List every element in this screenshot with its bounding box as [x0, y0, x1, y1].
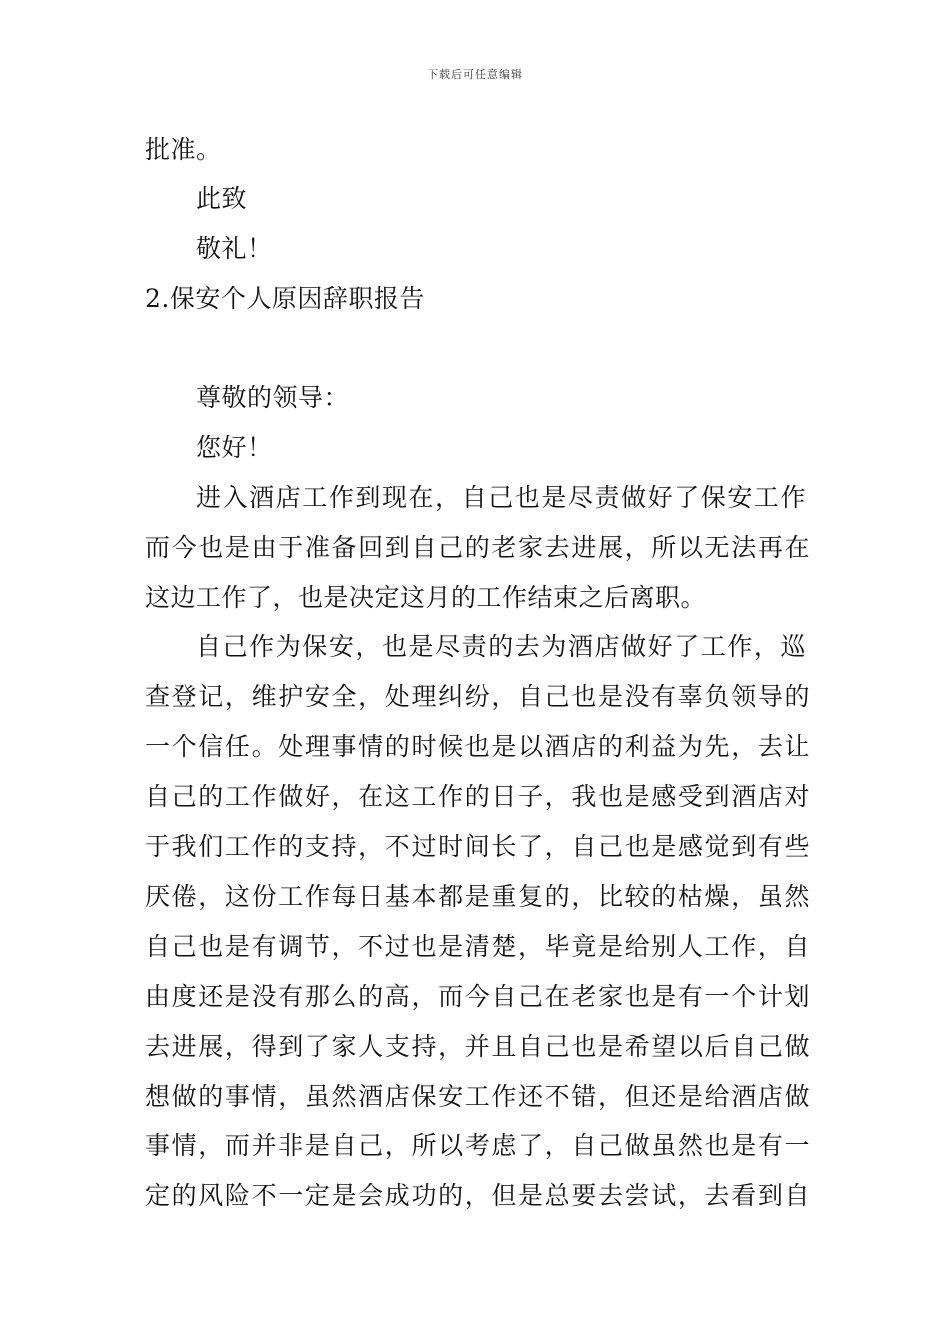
text-line: 批准。 [145, 135, 222, 164]
greeting: 您好！ [196, 433, 273, 462]
paragraph-line: 定的风险不一定是会成功的，但是总要去尝试，去看到自 [145, 1181, 810, 1210]
paragraph-line: 去进展，得到了家人支持，并且自己也是希望以后自己做 [145, 1032, 810, 1061]
paragraph-line: 由度还是没有那么的高，而今自己在老家也是有一个计划 [145, 982, 810, 1011]
paragraph-line: 想做的事情，虽然酒店保安工作还不错，但还是给酒店做 [145, 1082, 810, 1111]
paragraph-line: 于我们工作的支持，不过时间长了，自己也是感觉到有些 [145, 832, 810, 861]
salutation: 尊敬的领导： [196, 383, 350, 412]
page-header: 下载后可任意编辑 [427, 68, 523, 81]
paragraph-line: 查登记，维护安全，处理纠纷，自己也是没有辜负领导的 [145, 682, 810, 711]
paragraph-line: 进入酒店工作到现在，自己也是尽责做好了保安工作 [196, 483, 806, 512]
closing-line: 敬礼！ [196, 234, 273, 263]
paragraph-line: 事情，而并非是自己，所以考虑了，自己做虽然也是有一 [145, 1131, 810, 1160]
paragraph-line: 厌倦，这份工作每日基本都是重复的，比较的枯燥，虽然 [145, 882, 810, 911]
paragraph-line: 一个信任。处理事情的时候也是以酒店的利益为先，去让 [145, 732, 810, 761]
paragraph-line: 自己作为保安，也是尽责的去为酒店做好了工作，巡 [196, 632, 806, 661]
section-heading: 2.保安个人原因辞职报告 [145, 284, 425, 313]
paragraph-line: 而今也是由于准备回到自己的老家去进展，所以无法再在 [145, 533, 810, 562]
paragraph-line: 自己的工作做好，在这工作的日子，我也是感受到酒店对 [145, 782, 810, 811]
paragraph-line: 自己也是有调节，不过也是清楚，毕竟是给别人工作，自 [145, 932, 810, 961]
paragraph-line: 这边工作了，也是决定这月的工作结束之后离职。 [145, 583, 707, 612]
closing-line: 此致 [196, 184, 248, 213]
